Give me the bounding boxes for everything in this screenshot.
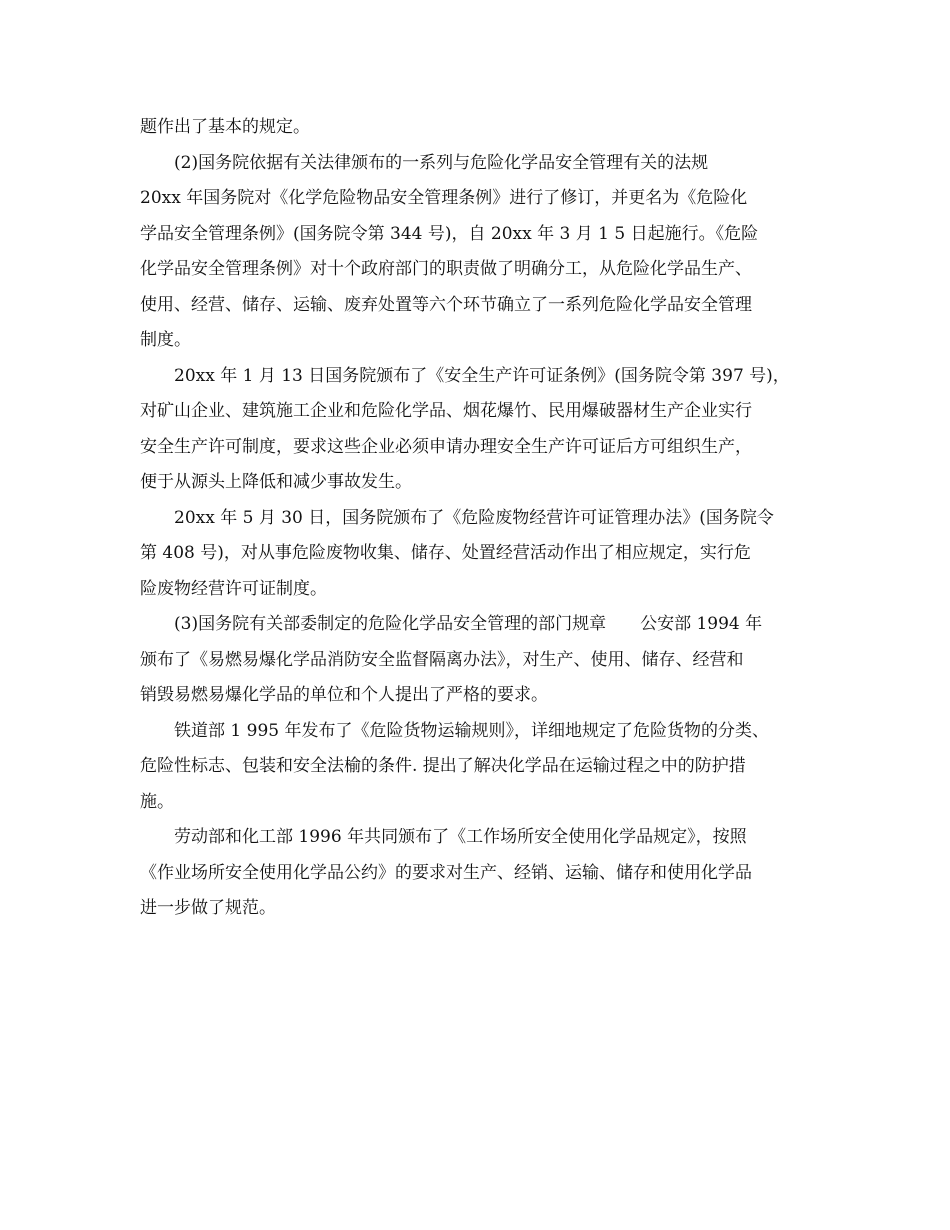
text-line: 20xx 年 5 月 30 日，国务院颁布了《危险废物经营许可证管理办法》(国务院令 bbox=[174, 507, 774, 528]
paragraph-railway-rules bbox=[140, 714, 820, 821]
text-line: 20xx 年国务院对《化学危险物品安全管理条例》进行了修订，并更名为《危险化 bbox=[140, 188, 748, 208]
text-line: 《作业场所安全使用化学品公约》的要求对生产、经销、运输、储存和使用化学品 bbox=[140, 862, 752, 883]
text-line: 进一步做了规范。 bbox=[140, 898, 276, 918]
paragraph-safety-license bbox=[140, 359, 820, 501]
paragraph-continuation bbox=[140, 110, 820, 146]
paragraph-hazardous-waste bbox=[140, 501, 820, 608]
text-line: 便于从源头上降低和减少事故发生。 bbox=[140, 472, 412, 492]
text-line: 颁布了《易燃易爆化学品消防安全监督隔离办法》，对生产、使用、储存、经营和 bbox=[140, 649, 744, 670]
paragraph-ministry-rules bbox=[140, 607, 820, 714]
text-line: 使用、经营、储存、运输、废弃处置等六个环节确立了一系列危险化学品安全管理 bbox=[140, 294, 752, 315]
document-body bbox=[140, 110, 820, 927]
text-line: 险废物经营许可证制度。 bbox=[140, 578, 327, 599]
text-line: 对矿山企业、建筑施工企业和危险化学品、烟花爆竹、民用爆破器材生产企业实行 bbox=[140, 401, 752, 421]
text-line: 安全生产许可制度，要求这些企业必须申请办理安全生产许可证后方可组织生产， bbox=[140, 436, 752, 457]
text-line: 制度。 bbox=[140, 330, 191, 350]
text-line: 题作出了基本的规定。 bbox=[140, 117, 310, 137]
text-line: 劳动部和化工部 1996 年共同颁布了《工作场所安全使用化学品规定》，按照 bbox=[174, 827, 747, 847]
paragraph-chemical-regulation bbox=[140, 181, 820, 359]
text-line: 20xx 年 1 月 13 日国务院颁布了《安全生产许可证条例》(国务院令第 397 号)， bbox=[174, 365, 790, 386]
text-line: 第 408 号)，对从事危险废物收集、储存、处置经营活动作出了相应规定，实行危 bbox=[140, 543, 751, 563]
text-line: 销毁易燃易爆化学品的单位和个人提出了严格的要求。 bbox=[140, 685, 548, 705]
text-line: 施。 bbox=[140, 791, 174, 812]
text-line: (3)国务院有关部委制定的危险化学品安全管理的部门规章 公安部 1994 年 bbox=[174, 614, 763, 634]
text-line: (2)国务院依据有关法律颁布的一系列与危险化学品安全管理有关的法规 bbox=[174, 152, 709, 173]
paragraph-labor-rules bbox=[140, 820, 820, 927]
text-line: 化学品安全管理条例》对十个政府部门的职责做了明确分工，从危险化学品生产、 bbox=[140, 259, 752, 279]
paragraph-regulations-heading bbox=[140, 146, 820, 182]
text-line: 危险性标志、包装和安全法榆的条件. 提出了解决化学品在运输过程之中的防护措 bbox=[140, 756, 746, 776]
text-line: 铁道部 1 995 年发布了《危险货物运输规则》，详细地规定了危险货物的分类、 bbox=[174, 720, 769, 741]
text-line: 学品安全管理条例》(国务院令第 344 号)，自 20xx 年 3 月 1 5 日起施行。《危险 bbox=[140, 223, 759, 244]
